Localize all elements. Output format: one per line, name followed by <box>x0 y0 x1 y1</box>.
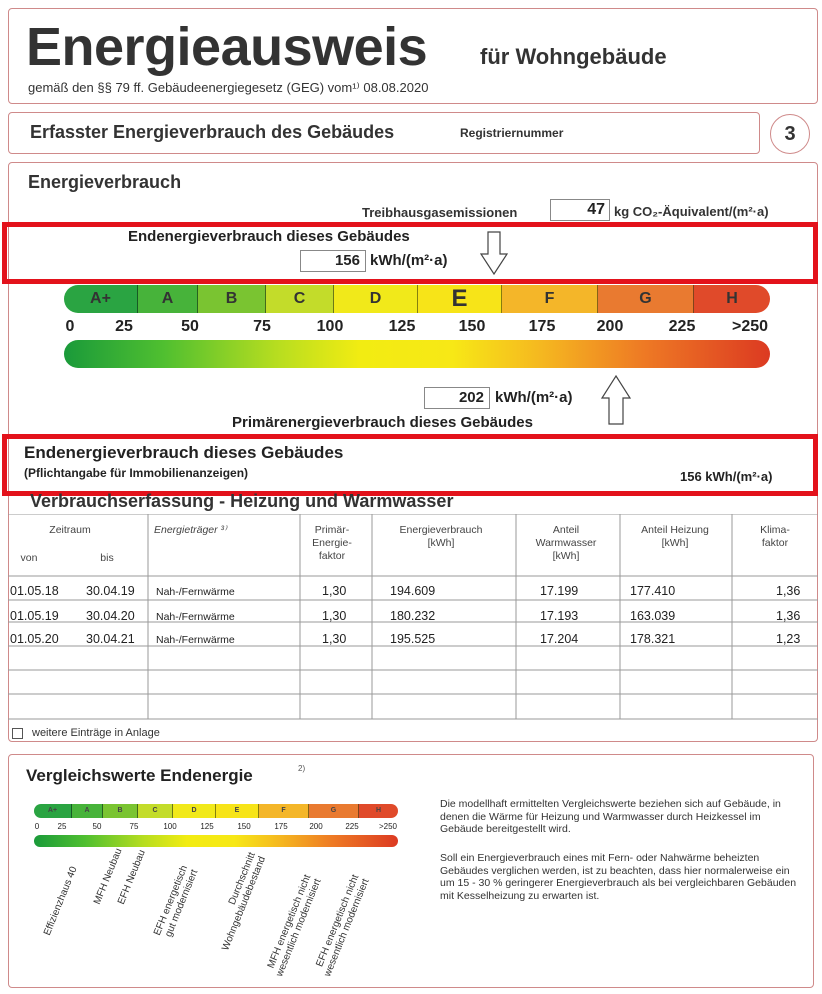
cell-faktor: 1,30 <box>322 609 347 623</box>
document-title: Energieausweis <box>26 17 428 77</box>
comparison-label: EFH energetisch gut modernisiert <box>152 864 201 939</box>
page-number-badge: 3 <box>770 114 810 154</box>
mini-scale-tick: 125 <box>200 822 214 831</box>
endenergy-label: Endenergieverbrauch dieses Gebäudes <box>128 228 410 245</box>
comparison-text-2: Soll ein Energieverbrauch eines mit Fern- oder Nahwärme beheizten Gebäudes verglichen werden, ist zu beachten, dass hier normalerweise ein um 15 - 30 % geringerer Energieverbrauch als bei vergleichbaren Gebäuden mit Kesselheizung zu erwarten ist. <box>440 852 797 902</box>
more-entries-label: weitere Einträge in Anlage <box>32 727 160 739</box>
cell-heizung: 163.039 <box>630 609 676 623</box>
mini-class-segment: A+ <box>34 804 72 818</box>
th-energietraeger: Energieträger ³⁾ <box>154 524 227 536</box>
th-zeitraum: Zeitraum <box>49 524 91 536</box>
class-segment-aplus: A+ <box>64 285 138 313</box>
cell-bis: 30.04.20 <box>86 609 135 623</box>
gradient-scale <box>64 340 770 368</box>
mini-class-segment: F <box>259 804 309 818</box>
cell-verbrauch: 180.232 <box>390 609 436 623</box>
comparison-label: Effizienzhaus 40 <box>42 865 80 938</box>
arrow-down-icon <box>480 230 508 276</box>
th-warmwasser: Anteil Warmwasser [kWh] <box>535 524 597 562</box>
cell-von: 01.05.19 <box>10 609 59 623</box>
scale-tick: 225 <box>668 318 696 335</box>
cell-heizung: 178.321 <box>630 632 676 646</box>
mini-class-segment: B <box>103 804 138 818</box>
comparison-label: Durchschnitt Wohngebäudebestand <box>220 850 269 952</box>
cell-von: 01.05.18 <box>10 584 59 598</box>
document-subtitle: für Wohngebäude <box>480 44 667 69</box>
cell-klimafaktor: 1,36 <box>776 609 801 623</box>
primary-energy-unit: kWh/(m²·a) <box>495 389 573 406</box>
th-bis: bis <box>100 552 114 564</box>
mini-scale-tick: 75 <box>129 822 139 831</box>
comparison-label: MFH energetisch nicht wesentlich modernisiert <box>265 872 324 979</box>
class-segment-g: G <box>598 285 694 313</box>
mini-scale-tick: 175 <box>274 822 288 831</box>
ghg-value: 47 <box>550 199 610 221</box>
mini-scale-tick: 225 <box>345 822 359 831</box>
energy-heading: Energieverbrauch <box>28 172 182 192</box>
primary-energy-label: Primärenergieverbrauch dieses Gebäudes <box>232 414 533 431</box>
endenergy-main-label: Endenergieverbrauch dieses Gebäudes <box>24 443 344 462</box>
scale-tick: 0 <box>65 318 75 335</box>
cell-klimafaktor: 1,23 <box>776 632 801 646</box>
more-entries-checkbox[interactable] <box>12 728 23 739</box>
cell-faktor: 1,30 <box>322 584 347 598</box>
th-von: von <box>20 552 38 564</box>
endenergy-value: 156 <box>300 250 366 272</box>
scale-tick: 125 <box>388 318 416 335</box>
cell-klimafaktor: 1,36 <box>776 584 801 598</box>
mini-scale-tick: 100 <box>163 822 177 831</box>
scale-tick: 100 <box>316 318 344 335</box>
cell-warmwasser: 17.204 <box>540 632 579 646</box>
scale-tick: 175 <box>528 318 556 335</box>
comparison-footnote-mark: 2) <box>298 764 306 773</box>
comparison-label: EFH Neubau <box>116 848 148 907</box>
mini-class-segment: D <box>173 804 216 818</box>
cell-traeger: Nah-/Fernwärme <box>156 586 235 598</box>
mini-scale-tick: 25 <box>57 822 67 831</box>
scale-tick: 50 <box>181 318 199 335</box>
cell-faktor: 1,30 <box>322 632 347 646</box>
mini-scale-tick: 200 <box>309 822 323 831</box>
cell-warmwasser: 17.193 <box>540 609 579 623</box>
class-segment-f: F <box>502 285 598 313</box>
ghg-unit: kg CO₂-Äquivalent/(m²·a) <box>614 204 769 219</box>
th-klimafaktor: Klima- faktor <box>760 524 790 549</box>
mini-gradient-scale <box>34 835 398 847</box>
mini-scale-tick: 0 <box>34 822 40 831</box>
scale-tick: >250 <box>731 318 769 335</box>
class-segment-h: H <box>694 285 770 313</box>
registry-label: Registriernummer <box>460 126 564 140</box>
comparison-label: EFH energetisch nicht wesentlich modernisiert <box>314 872 372 979</box>
cell-verbrauch: 194.609 <box>390 584 436 598</box>
consumption-title: Verbrauchserfassung - Heizung und Warmwasser <box>30 491 454 511</box>
th-primaerfaktor: Primär- Energie- faktor <box>312 524 352 562</box>
mini-class-segment: G <box>309 804 359 818</box>
class-segment-c: C <box>266 285 334 313</box>
cell-heizung: 177.410 <box>630 584 676 598</box>
mini-scale-tick: 50 <box>92 822 102 831</box>
class-segment-d: D <box>334 285 418 313</box>
cell-von: 01.05.20 <box>10 632 59 646</box>
comparison-text-1: Die modellhaft ermittelten Vergleichswerte beziehen sich auf Gebäude, in denen die Wärme für Heizung und Warmwasser durch Heizkessel im Gebäude bereitgestellt wird. <box>440 798 781 835</box>
mini-class-segment: C <box>138 804 173 818</box>
efficiency-class-bar <box>64 285 770 313</box>
ghg-label: Treibhausgasemissionen <box>362 205 518 220</box>
class-segment-a: A <box>138 285 198 313</box>
section-title: Erfasster Energieverbrauch des Gebäudes <box>30 122 395 142</box>
mini-class-segment: A <box>72 804 103 818</box>
th-heizung: Anteil Heizung [kWh] <box>641 524 709 549</box>
mini-efficiency-bar <box>34 804 398 818</box>
mini-class-segment: E <box>216 804 259 818</box>
arrow-up-icon <box>600 374 632 426</box>
cell-warmwasser: 17.199 <box>540 584 579 598</box>
class-segment-b: B <box>198 285 266 313</box>
scale-tick: 200 <box>596 318 624 335</box>
endenergy-main-value: 156 kWh/(m²·a) <box>680 469 773 484</box>
cell-verbrauch: 195.525 <box>390 632 436 646</box>
comparison-title: Vergleichswerte Endenergie <box>26 766 253 785</box>
mini-scale-tick: >250 <box>378 822 398 831</box>
cell-traeger: Nah-/Fernwärme <box>156 634 235 646</box>
endenergy-unit: kWh/(m²·a) <box>370 252 448 269</box>
mini-class-segment: H <box>359 804 398 818</box>
scale-tick: 25 <box>115 318 133 335</box>
scale-tick: 150 <box>458 318 486 335</box>
class-segment-e: E <box>418 285 502 313</box>
th-energieverbrauch: Energieverbrauch [kWh] <box>399 524 483 549</box>
scale-tick: 75 <box>253 318 271 335</box>
cell-traeger: Nah-/Fernwärme <box>156 611 235 623</box>
law-reference: gemäß den §§ 79 ff. Gebäudeenergiegesetz (GEG) vom¹⁾ 08.08.2020 <box>28 80 429 95</box>
cell-bis: 30.04.19 <box>86 584 135 598</box>
endenergy-note: (Pflichtangabe für Immobilienanzeigen) <box>24 466 249 480</box>
cell-bis: 30.04.21 <box>86 632 135 646</box>
comparison-label: MFH Neubau <box>92 846 125 907</box>
mini-scale-tick: 150 <box>237 822 251 831</box>
scale-ticks <box>0 318 822 342</box>
primary-energy-value: 202 <box>424 387 490 409</box>
